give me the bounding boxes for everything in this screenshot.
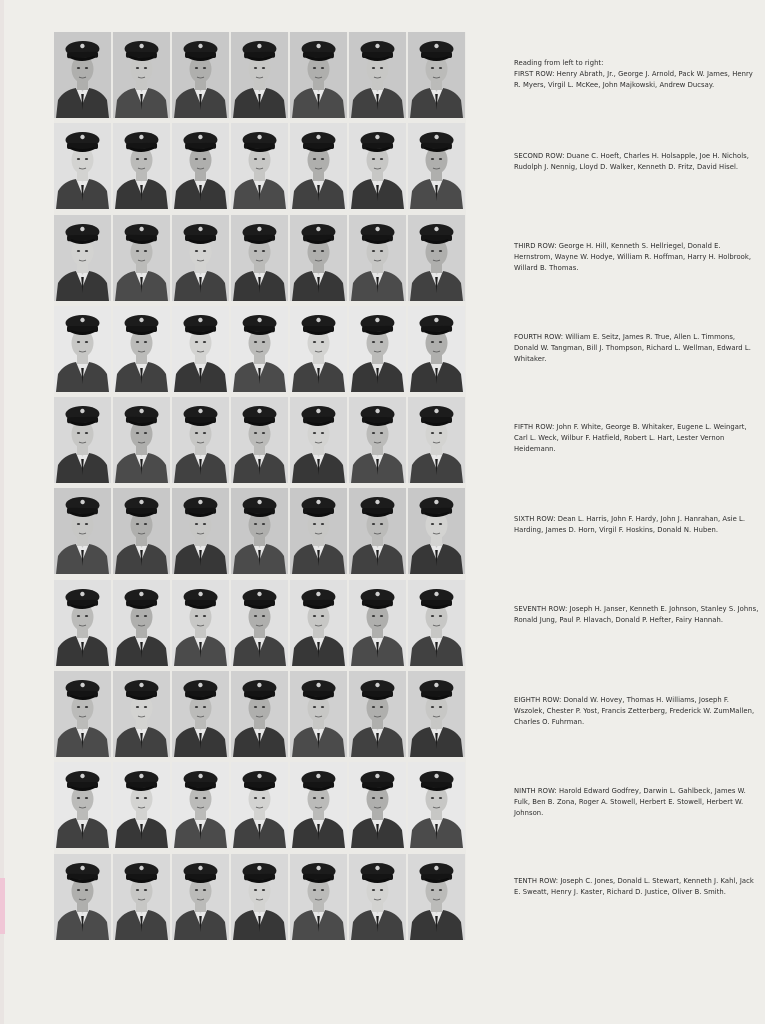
soldier-portrait [54,32,111,118]
row-names: Henry Abrath, Jr., George J. Arnold, Pack W. James, Henry R. Myers, Virgil L. McKee, John Majkowski, Andrew Ducsay. [514,69,753,89]
soldier-portrait [231,123,288,209]
soldier-portrait [113,397,170,483]
page-tab-marker [0,878,5,934]
soldier-portrait [349,215,406,301]
soldier-portrait [231,854,288,940]
row-names: Donald W. Hovey, Thomas H. Williams, Joseph F. Wszolek, Chester P. Yost, Francis Zetterberg, Frederick W. ZumMallen, Charles O. Fuhrman. [514,696,755,726]
soldier-portrait [172,306,229,392]
soldier-portrait [113,215,170,301]
caption-block-first-row [514,58,759,90]
soldier-portrait [290,32,347,118]
soldier-portrait [290,488,347,574]
soldier-portrait [349,123,406,209]
soldier-portrait [290,580,347,666]
soldier-portrait [408,762,465,848]
row-names: Dean L. Harris, John F. Hardy, John J. Hanrahan, Asie L. Harding, James D. Horn, Virgil F. Hoskins, Donald N. Huben. [514,515,746,534]
soldier-portrait [172,580,229,666]
caption-intro: Reading from left to right: [514,59,604,67]
soldier-portrait [349,488,406,574]
soldier-portrait [172,32,229,118]
soldier-portrait [408,32,465,118]
soldier-portrait [290,215,347,301]
caption-block-fifth-row [514,422,759,454]
soldier-portrait [231,32,288,118]
soldier-portrait [172,762,229,848]
soldier-portrait [54,306,111,392]
soldier-portrait [231,671,288,757]
caption-block-sixth-row [514,514,759,536]
caption-block-second-row [514,151,759,173]
soldier-portrait [54,762,111,848]
soldier-portrait [408,397,465,483]
soldier-portrait [408,488,465,574]
soldier-portrait [113,488,170,574]
soldier-portrait [231,488,288,574]
soldier-portrait [290,854,347,940]
soldier-portrait [290,671,347,757]
soldier-portrait [54,123,111,209]
row-names: Duane C. Hoeft, Charles H. Holsapple, Joe H. Nichols, Rudolph J. Nennig, Lloyd D. Walker, Kenneth D. Fritz, David Hisel. [514,152,749,171]
soldier-portrait [172,397,229,483]
caption-block-tenth-row [514,876,759,898]
row-label: SIXTH ROW: [514,515,556,523]
portrait-grid [54,32,466,940]
soldier-portrait [172,854,229,940]
soldier-portrait [54,397,111,483]
soldier-portrait [172,671,229,757]
row-label: SECOND ROW: [514,152,565,160]
soldier-portrait [231,306,288,392]
caption-row-text [514,69,759,91]
soldier-portrait [231,580,288,666]
soldier-portrait [54,671,111,757]
row-label: FOURTH ROW: [514,333,564,341]
row-names: Harold Edward Godfrey, Darwin L. Gahlbeck, James W. Fulk, Ben B. Zona, Roger A. Stowell, Herbert E. Stowell, Herbert W. Johnson. [514,787,746,817]
row-label: FIRST ROW: [514,69,555,78]
soldier-portrait [408,306,465,392]
soldier-portrait [113,123,170,209]
row-names: George H. Hill, Kenneth S. Hellriegel, Donald E. Hernstrom, Wayne W. Hodye, William R. Hoffman, Harry H. Holbrook, Willard B. Thomas. [514,242,752,272]
soldier-portrait [408,123,465,209]
row-names: John F. White, George B. Whitaker, Eugene L. Weingart, Carl L. Weck, Wilbur F. Hatfield, Robert L. Hart, Lester Vernon Heidemann. [514,423,747,453]
soldier-portrait [113,580,170,666]
soldier-portrait [54,488,111,574]
caption-block-fourth-row [514,332,759,364]
row-label: THIRD ROW: [514,242,557,250]
soldier-portrait [408,580,465,666]
soldier-portrait [349,671,406,757]
soldier-portrait [54,580,111,666]
soldier-portrait [349,580,406,666]
caption-block-eighth-row [514,695,759,727]
row-names: Joseph H. Janser, Kenneth E. Johnson, Stanley S. Johns, Ronald Jung, Paul P. Hlavach, Donald P. Hefter, Fairy Hannah. [514,605,759,624]
row-label: EIGHTH ROW: [514,696,562,704]
soldier-portrait [408,854,465,940]
soldier-portrait [231,215,288,301]
soldier-portrait [54,854,111,940]
row-names: Joseph C. Jones, Donald L. Stewart, Kenneth J. Kahl, Jack E. Sweatt, Henry J. Kaster, Richard D. Justice, Oliver B. Smith. [514,877,754,896]
row-label: SEVENTH ROW: [514,605,568,613]
row-names: William E. Seitz, James R. True, Allen L. Timmons, Donald W. Tangman, Bill J. Thompson, Richard L. Wellman, Edward L. Whitaker. [514,333,751,363]
soldier-portrait [54,215,111,301]
soldier-portrait [113,762,170,848]
soldier-portrait [231,762,288,848]
soldier-portrait [290,762,347,848]
soldier-portrait [113,32,170,118]
soldier-portrait [349,306,406,392]
soldier-portrait [349,32,406,118]
soldier-portrait [290,123,347,209]
soldier-portrait [408,215,465,301]
soldier-portrait [231,397,288,483]
soldier-portrait [290,306,347,392]
soldier-portrait [113,854,170,940]
caption-block-ninth-row [514,786,759,818]
soldier-portrait [172,123,229,209]
soldier-portrait [408,671,465,757]
caption-block-seventh-row [514,604,759,626]
soldier-portrait [113,306,170,392]
row-label: FIFTH ROW: [514,423,555,431]
soldier-portrait [172,488,229,574]
row-label: TENTH ROW: [514,877,559,885]
row-label: NINTH ROW: [514,787,557,795]
soldier-portrait [290,397,347,483]
soldier-portrait [349,762,406,848]
soldier-portrait [172,215,229,301]
caption-block-third-row [514,241,759,273]
soldier-portrait [113,671,170,757]
page-edge [0,0,4,1024]
soldier-portrait [349,854,406,940]
soldier-portrait [349,397,406,483]
